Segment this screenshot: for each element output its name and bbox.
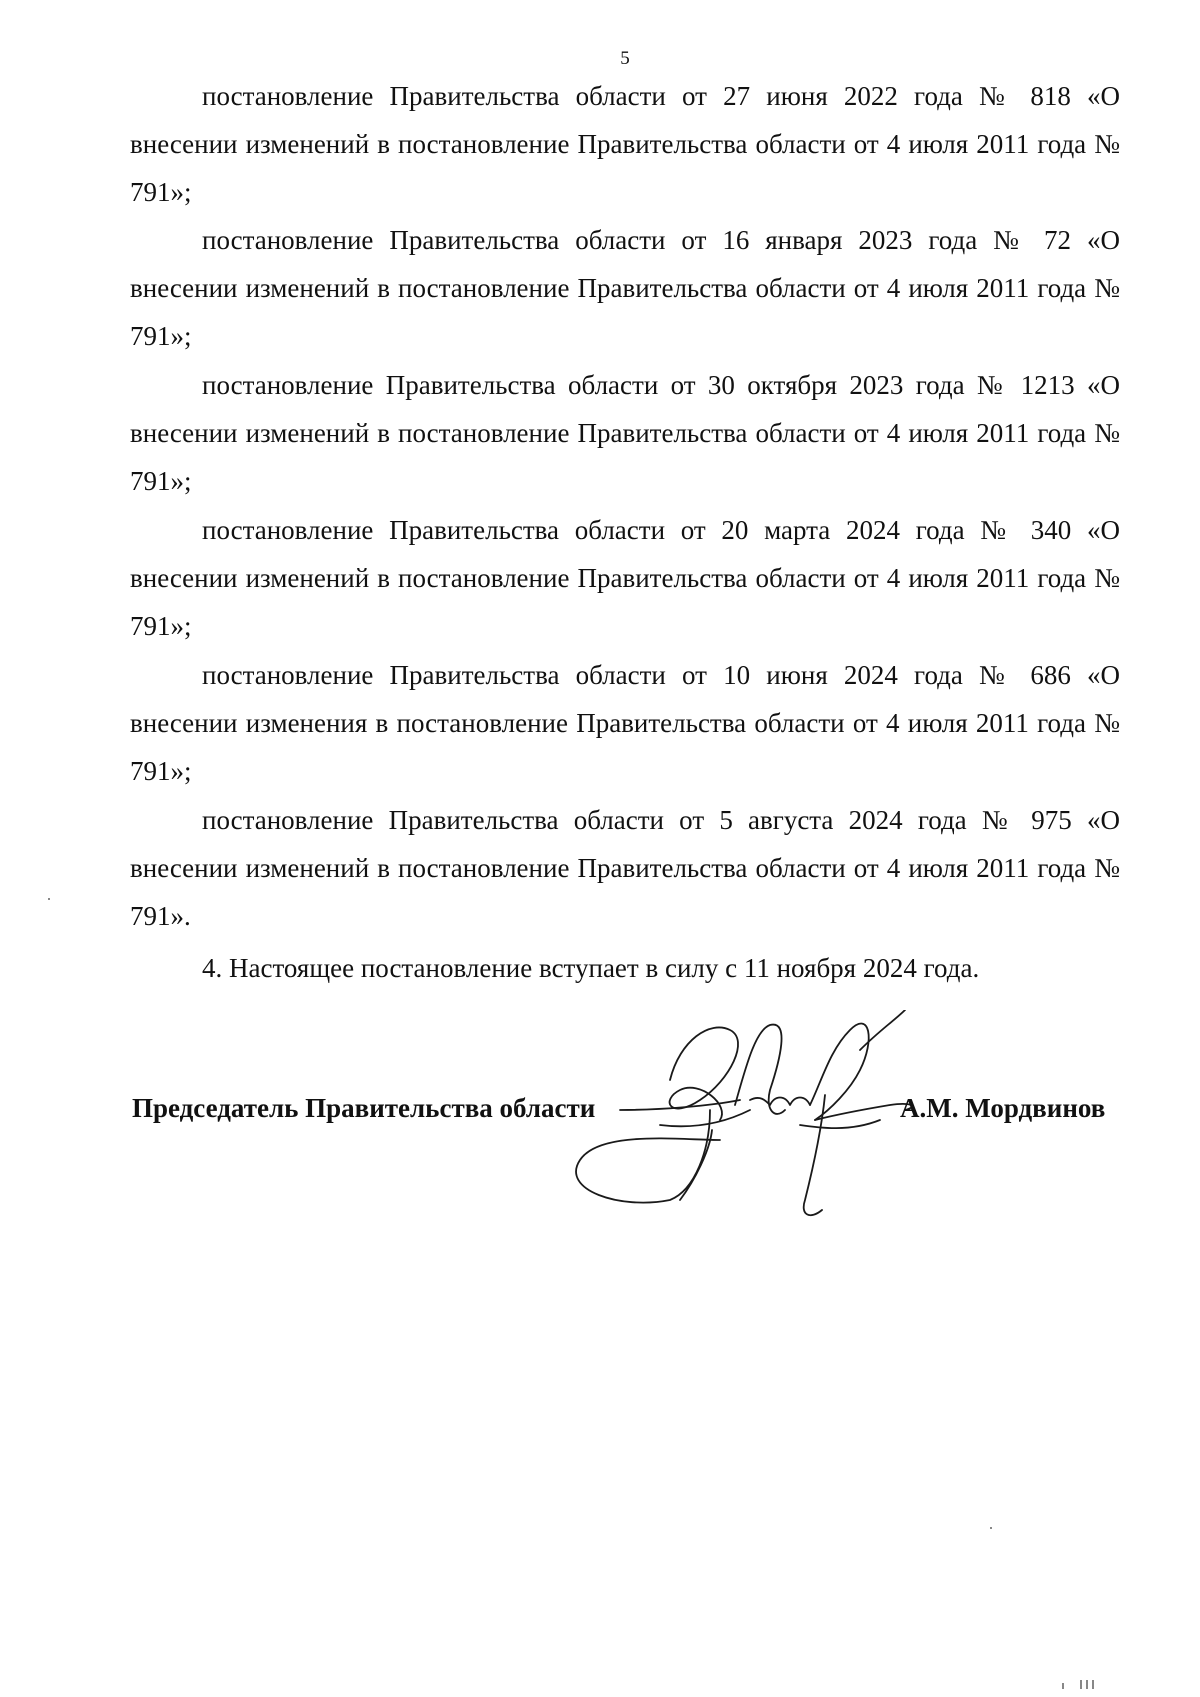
paragraph-decree-686: постановление Правительства области от 10 июня 2024 года № 686 «О внесении изменения в постановление Правительства области от 4 июля 2011 года № 791»; [130,660,1120,786]
paragraph-decree-818: постановление Правительства области от 27 июня 2022 года № 818 «О внесении изменений в постановление Правительства области от 4 июля 2011 года № 791»; [130,81,1120,207]
signatory-name: А.М. Мордвинов [900,1093,1106,1123]
signatory-role: Председатель Правительства области [132,1093,596,1123]
scan-speck [1092,1680,1094,1689]
page-number: 5 [620,48,630,69]
scan-speck [48,898,50,900]
handwritten-signature [560,1010,940,1230]
scan-speck [1062,1683,1064,1689]
scan-speck [1080,1680,1082,1689]
paragraph-decree-975: постановление Правительства области от 5 августа 2024 года № 975 «О внесении изменений в постановление Правительства области от 4 июля 2011 года № 791». [130,805,1120,931]
paragraph-decree-340: постановление Правительства области от 20 марта 2024 года № 340 «О внесении изменений в постановление Правительства области от 4 июля 2011 года № 791»; [130,515,1120,641]
effective-date-clause: 4. Настоящее постановление вступает в силу с 11 ноября 2024 года. [202,953,980,983]
paragraph-decree-1213: постановление Правительства области от 30 октября 2023 года № 1213 «О внесении изменений в постановление Правительства области от 4 июля 2011 года № 791»; [130,370,1120,496]
scan-speck [990,1527,992,1529]
scan-speck [1086,1680,1088,1689]
paragraph-decree-72: постановление Правительства области от 16 января 2023 года № 72 «О внесении изменений в постановление Правительства области от 4 июля 2011 года № 791»; [130,225,1120,351]
